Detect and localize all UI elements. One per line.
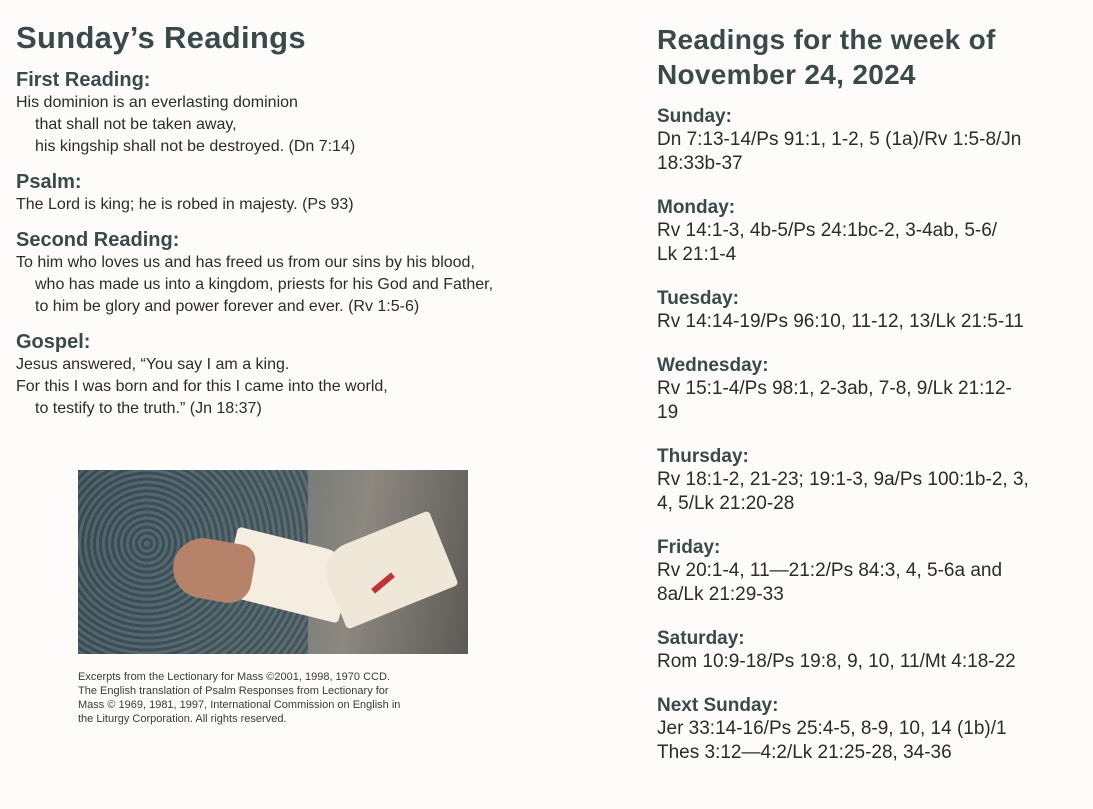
day-citation: Thes 3:12—4:2/Lk 21:25-28, 34-36 bbox=[657, 742, 952, 763]
day-label: Next Sunday: bbox=[657, 695, 779, 716]
reading-line: For this I was born and for this I came into the world, bbox=[16, 378, 388, 395]
day-entry-friday bbox=[657, 537, 1077, 607]
psalm-heading: Psalm: bbox=[16, 171, 82, 193]
day-label: Friday: bbox=[657, 537, 721, 558]
reading-line: that shall not be taken away, bbox=[35, 116, 237, 133]
reading-line: The Lord is king; he is robed in majesty. (Ps 93) bbox=[16, 196, 354, 213]
week-title-line: Readings for the week of bbox=[657, 24, 996, 55]
day-label: Sunday: bbox=[657, 106, 732, 127]
week-date: November 24, 2024 bbox=[657, 59, 916, 90]
day-entry-tuesday bbox=[657, 288, 1077, 334]
second-reading-section bbox=[16, 228, 616, 318]
day-citation: Rv 15:1-4/Ps 98:1, 2-3ab, 7-8, 9/Lk 21:12- bbox=[657, 378, 1012, 399]
weekly-readings-column bbox=[657, 22, 1077, 786]
day-citation: Rv 14:1-3, 4b-5/Ps 24:1bc-2, 3-4ab, 5-6/ bbox=[657, 220, 998, 241]
day-entry-thursday bbox=[657, 446, 1077, 516]
credit-line: Mass © 1969, 1981, 1997, International Commission on English in bbox=[78, 699, 401, 711]
day-entry-saturday bbox=[657, 628, 1077, 674]
day-citation: Jer 33:14-16/Ps 25:4-5, 8-9, 10, 14 (1b)/1 bbox=[657, 718, 1007, 739]
reading-line: Jesus answered, “You say I am a king. bbox=[16, 356, 290, 373]
day-label: Thursday: bbox=[657, 446, 749, 467]
day-citation: Rom 10:9-18/Ps 19:8, 9, 10, 11/Mt 4:18-22 bbox=[657, 651, 1016, 672]
day-entry-wednesday bbox=[657, 355, 1077, 425]
second-reading-heading: Second Reading: bbox=[16, 229, 180, 251]
reading-line: who has made us into a kingdom, priests for his God and Father, bbox=[35, 276, 494, 293]
day-entry-sunday bbox=[657, 106, 1077, 176]
credit-line: the Liturgy Corporation. All rights reserved. bbox=[78, 713, 287, 725]
day-citation: 19 bbox=[657, 402, 679, 423]
day-entry-monday bbox=[657, 197, 1077, 267]
gospel-heading: Gospel: bbox=[16, 331, 91, 353]
day-citation: 4, 5/Lk 21:20-28 bbox=[657, 493, 795, 514]
weekly-readings-title bbox=[657, 22, 1077, 92]
first-reading-section bbox=[16, 68, 616, 158]
first-reading-heading: First Reading: bbox=[16, 69, 151, 91]
day-label: Wednesday: bbox=[657, 355, 769, 376]
reading-line: his kingship shall not be destroyed. (Dn 7:14) bbox=[35, 138, 356, 155]
sunday-readings-column bbox=[16, 18, 616, 432]
reading-line: to testify to the truth.” (Jn 18:37) bbox=[35, 400, 262, 417]
reading-line: To him who loves us and has freed us from our sins by his blood, bbox=[16, 254, 475, 271]
credit-line: Excerpts from the Lectionary for Mass ©2001, 1998, 1970 CCD. bbox=[78, 671, 390, 683]
day-label: Tuesday: bbox=[657, 288, 740, 309]
day-citation: Dn 7:13-14/Ps 91:1, 1-2, 5 (1a)/Rv 1:5-8/Jn bbox=[657, 129, 1022, 150]
gospel-section bbox=[16, 330, 616, 420]
day-citation: 18:33b-37 bbox=[657, 153, 743, 174]
bible-reading-photo bbox=[78, 470, 468, 654]
day-citation: Lk 21:1-4 bbox=[657, 244, 737, 265]
day-citation: 8a/Lk 21:29-33 bbox=[657, 584, 784, 605]
day-label: Saturday: bbox=[657, 628, 745, 649]
sunday-readings-title: Sunday’s Readings bbox=[16, 20, 306, 55]
day-citation: Rv 14:14-19/Ps 96:10, 11-12, 13/Lk 21:5-11 bbox=[657, 311, 1024, 332]
day-citation: Rv 20:1-4, 11—21:2/Ps 84:3, 4, 5-6a and bbox=[657, 560, 1003, 581]
reading-line: His dominion is an everlasting dominion bbox=[16, 94, 298, 111]
reading-line: to him be glory and power forever and ever. (Rv 1:5-6) bbox=[35, 298, 420, 315]
day-citation: Rv 18:1-2, 21-23; 19:1-3, 9a/Ps 100:1b-2, 3, bbox=[657, 469, 1029, 490]
credit-line: The English translation of Psalm Responses from Lectionary for bbox=[78, 685, 389, 697]
day-entry-next-sunday bbox=[657, 695, 1077, 765]
psalm-section bbox=[16, 170, 616, 216]
day-label: Monday: bbox=[657, 197, 736, 218]
copyright-credit bbox=[78, 670, 468, 726]
